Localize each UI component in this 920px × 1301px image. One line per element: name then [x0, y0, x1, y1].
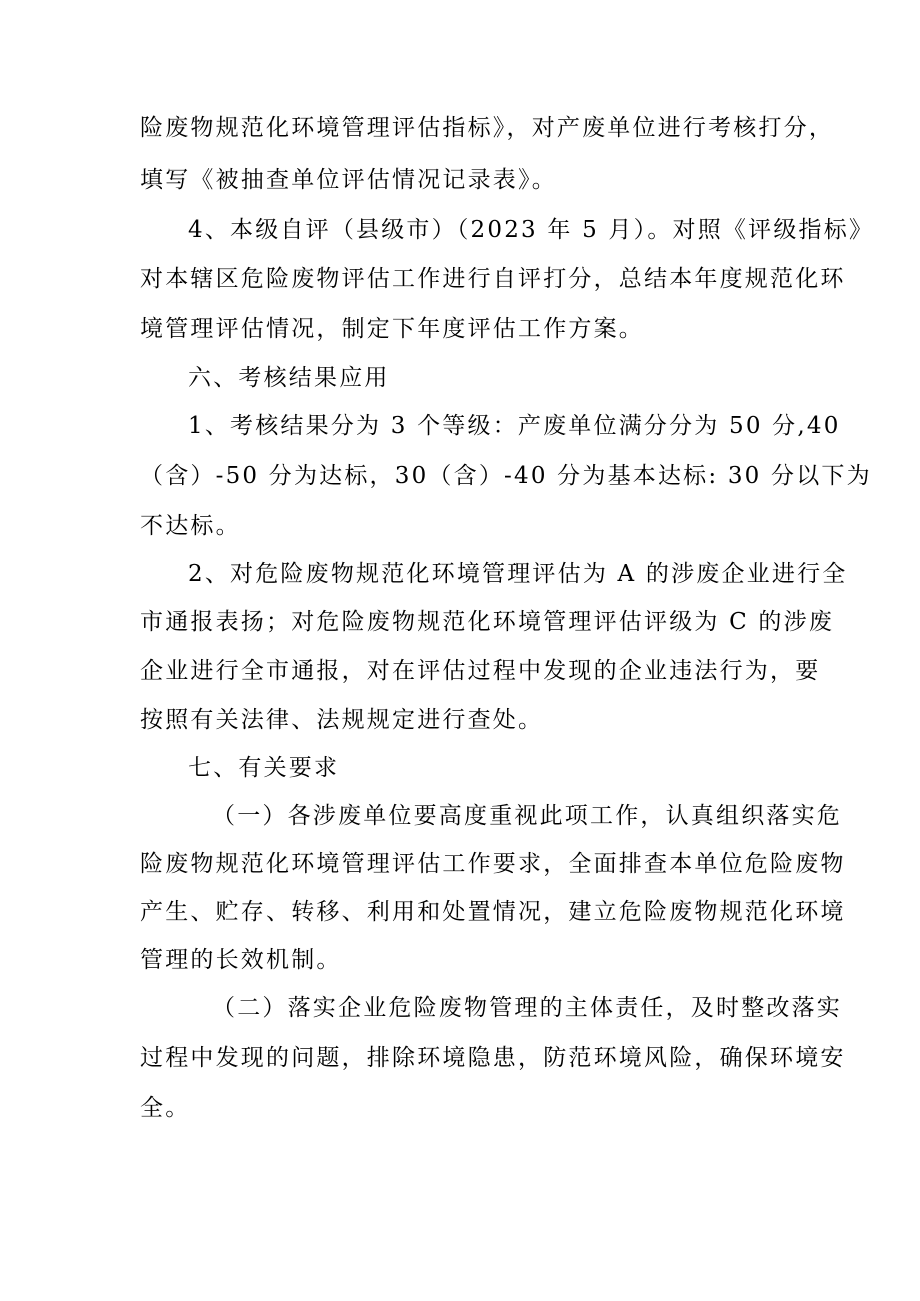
text-line: 填写《被抽查单位评估情况记录表》。 [140, 167, 557, 193]
text-line: 1、考核结果分为 3 个等级：产废单位满分分为 50 分,40 [188, 413, 841, 439]
text-line: 产生、贮存、转移、利用和处置情况，建立危险废物规范化环境 [140, 899, 846, 925]
text-line: 管理的长效机制。 [140, 947, 342, 973]
text-line: 险废物规范化环境管理评估指标》，对产废单位进行考核打分， [140, 115, 835, 141]
text-line: 对本辖区危险废物评估工作进行自评打分，总结本年度规范化环 [140, 266, 846, 292]
text-line: 过程中发现的问题，排除环境隐患，防范环境风险，确保环境安 [140, 1045, 846, 1071]
text-line: （二）落实企业危险废物管理的主体责任，及时整改落实 [212, 995, 842, 1021]
section-heading: 七、有关要求 [188, 755, 340, 781]
text-line: 不达标。 [140, 513, 241, 539]
text-line: 市通报表扬；对危险废物规范化环境管理评估评级为 C 的涉废 [140, 609, 835, 635]
text-line: 4、本级自评（县级市）（2023 年 5 月）。对照《评级指标》 [188, 217, 875, 243]
text-line: （含）-50 分为达标，30（含）-40 分为基本达标: 30 分以下为 [140, 463, 872, 489]
text-line: 险废物规范化环境管理评估工作要求，全面排查本单位危险废物 [140, 851, 846, 877]
text-line: （一）各涉废单位要高度重视此项工作，认真组织落实危 [212, 803, 842, 829]
text-line: 境管理评估情况，制定下年度评估工作方案。 [140, 316, 644, 342]
text-line: 按照有关法律、法规规定进行查处。 [140, 707, 544, 733]
text-line: 企业进行全市通报，对在评估过程中发现的企业违法行为，要 [140, 658, 821, 684]
section-heading: 六、考核结果应用 [188, 365, 390, 391]
text-line: 2、对危险废物规范化环境管理评估为 A 的涉废企业进行全 [188, 561, 848, 587]
text-line: 全。 [140, 1095, 191, 1121]
